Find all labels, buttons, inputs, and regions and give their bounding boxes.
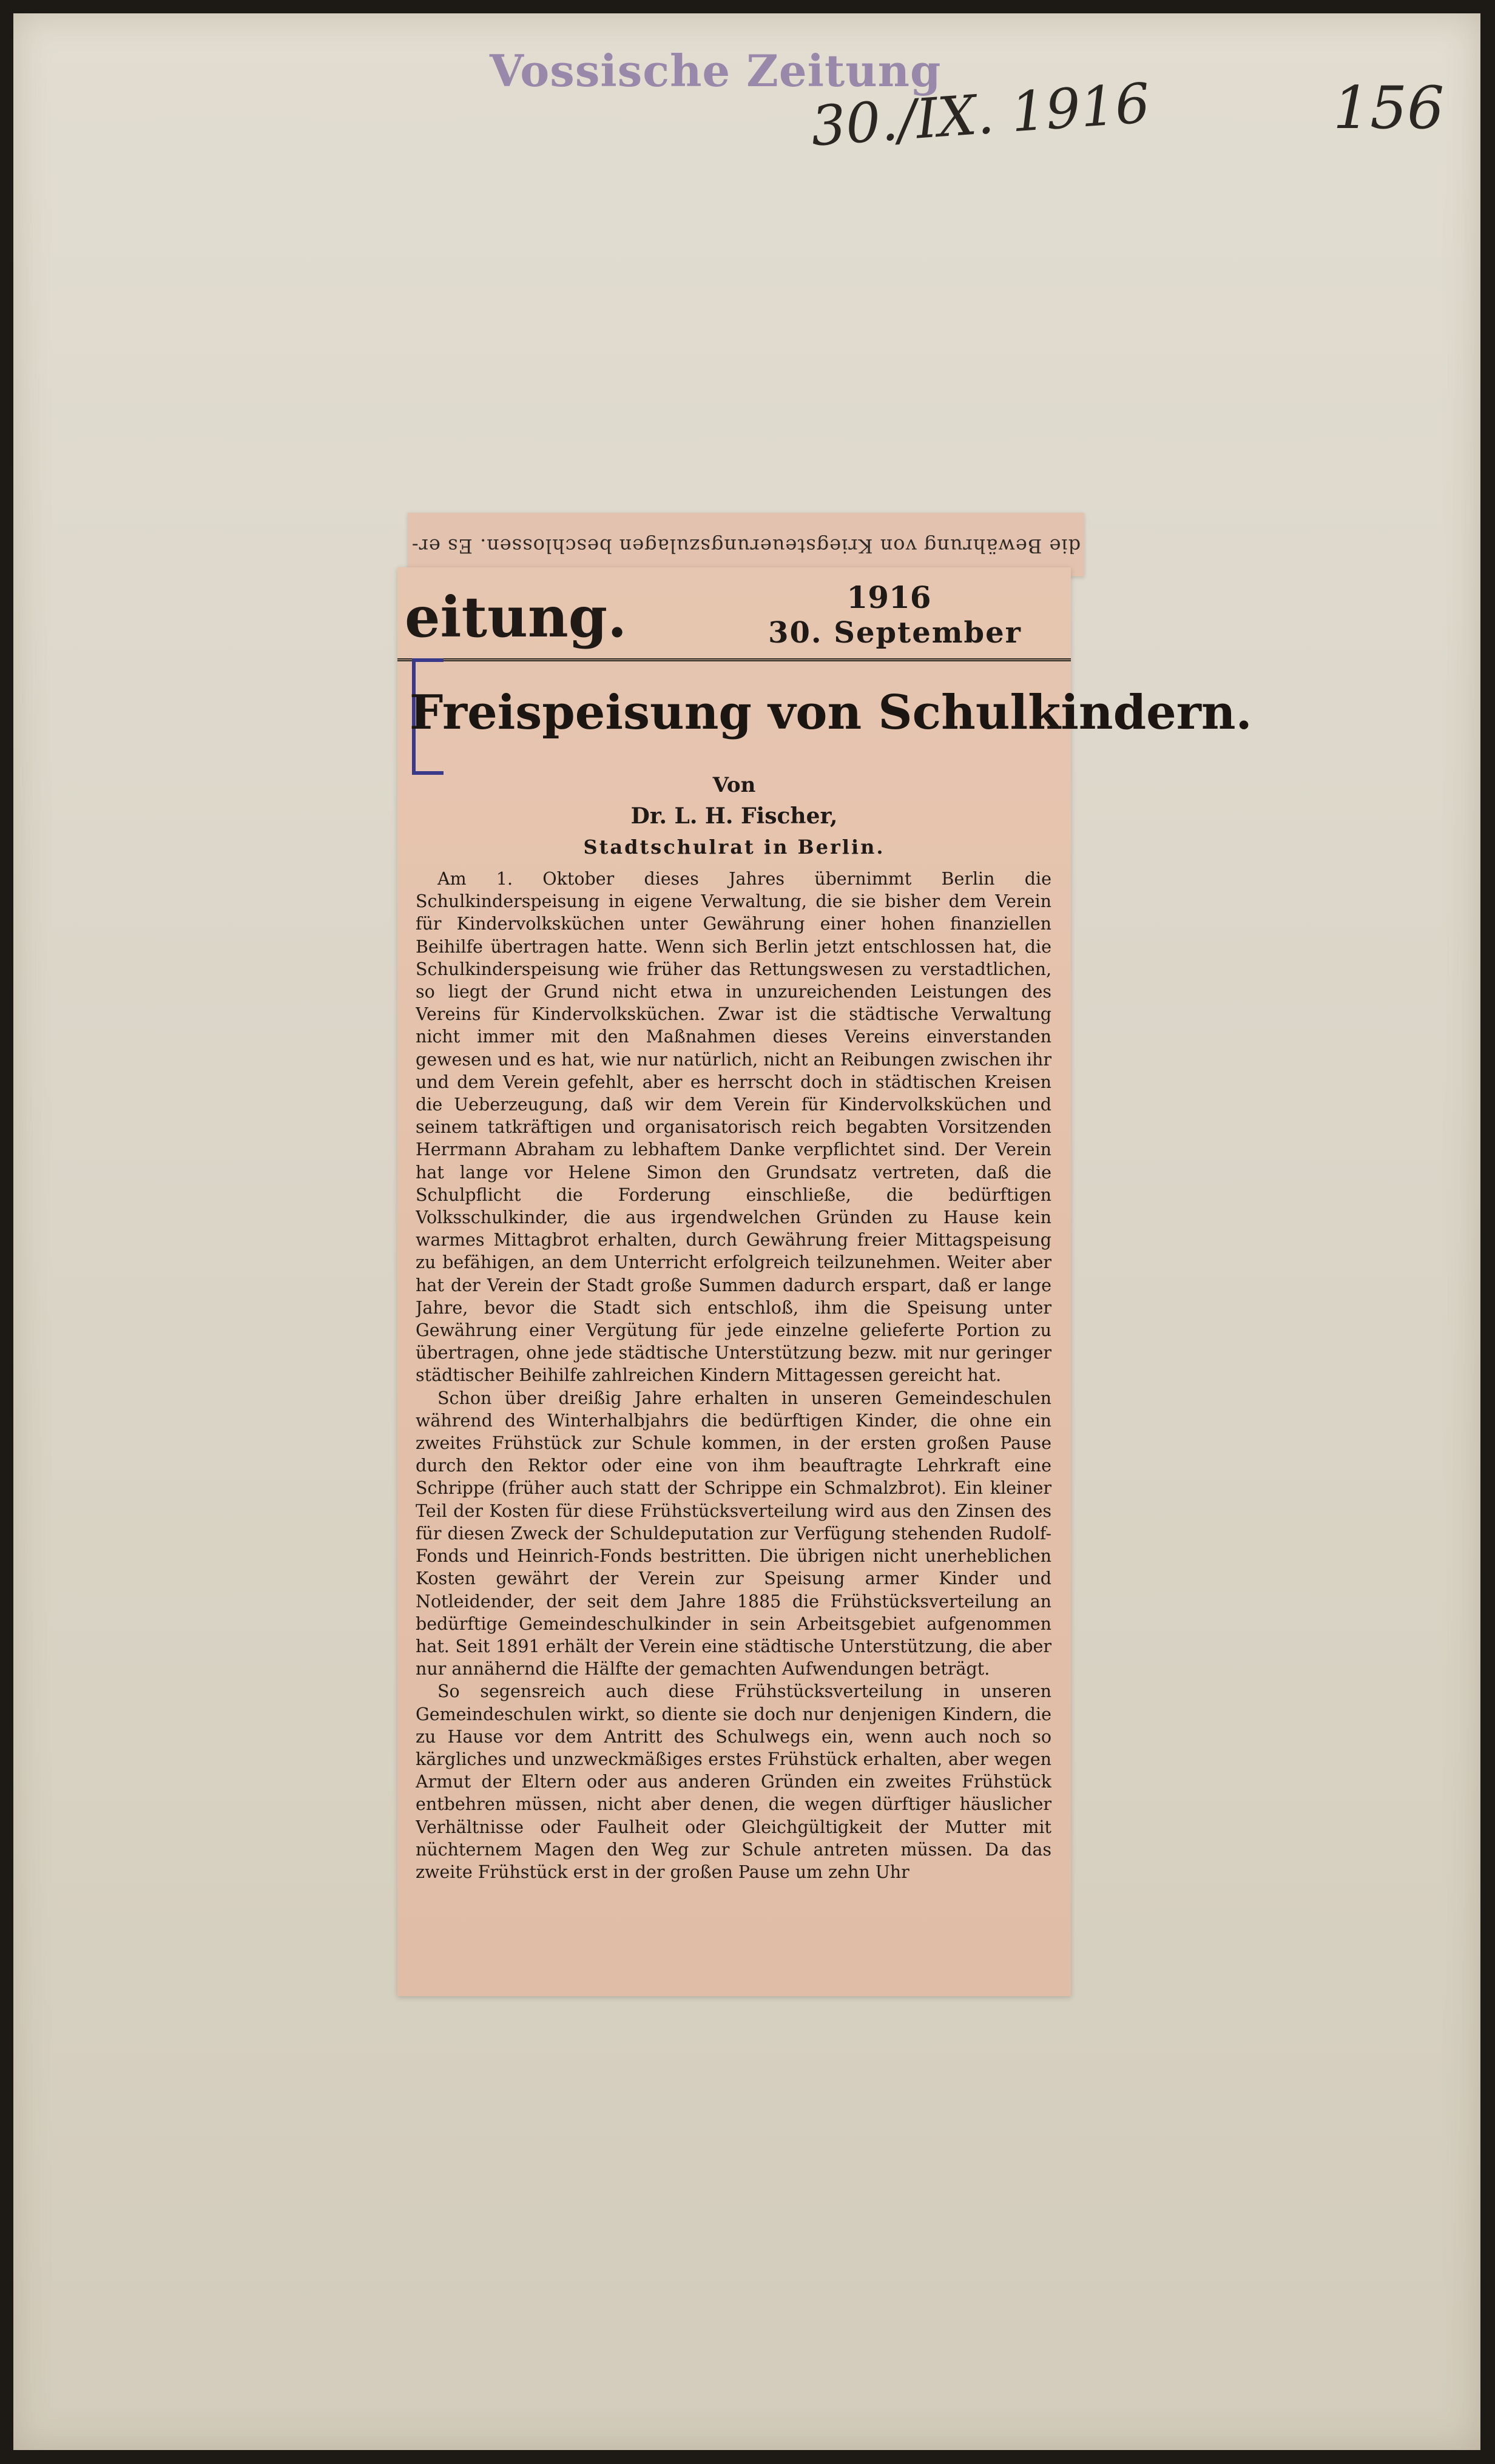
masthead-date: 30. September [768,616,1022,650]
handwritten-page-number: 156 [1333,74,1445,142]
newspaper-clipping [397,567,1252,1996]
newspaper-stamp: Vossische Zeitung [490,45,942,96]
paragraph: Am 1. Oktober dieses Jahres übernimmt Berlin die Schulkinderspeisung in eigene Verwaltung, die sie bisher dem Verein für Kindervolksküchen unter Gewährung einer hohen finanziellen Beihilfe übertragen hatte. Wenn sich Berlin jetzt entschlossen hat, die Schulkinderspeisung wie früher das Rettungswesen zu verstadtlichen, so liegt der Grund nicht etwa in unzureichenden Leistungen des Vereins für Kindervolksküchen. Zwar ist die städtische Verwaltung nicht immer mit den Maßnahmen dieses Vereins einverstanden gewesen und es hat, wie nur natürlich, nicht an Reibungen zwischen ihr und dem Verein gefehlt, aber es herrscht doch in städtischen Kreisen die Ueberzeugung, daß wir dem Verein für Kindervolksküchen und seinem tatkräftigen und organisatorisch reich begabten Vorsitzenden Herrmann Abraham zu lebhaftem Danke verpflichtet sind. Der Verein hat lange vor Helene Simon den Grundsatz vertreten, daß die Schulpflicht die Forderung einschließe, die bedürftigen Volksschulkinder, die aus irgendwelchen Gründen zu Hause kein warmes Mittagbrot erhalten, durch Gewährung freier Mittagspeisung zu befähigen, an dem Unterricht erfolgreich teilzunehmen. Weiter aber hat der Verein der Stadt große Summen dadurch erspart, daß er lange Jahre, bevor die Stadt sich entschloß, ihm die Speisung unter Gewährung einer Vergütung für jede einzelne gelieferte Portion zu übertragen, ohne jede städtische Unterstützung bezw. mit nur geringer städtischer Beihilfe zahlreichen Kindern Mittagessen gereicht hat. [416,869,1051,1386]
paragraph: Schon über dreißig Jahre erhalten in unseren Gemeindeschulen während des Winterhalbjahrs die bedürftigen Kinder, die ohne ein zweites Frühstück zur Schule kommen, in der ersten großen Pause durch den Rektor oder eine von ihm beauftragte Lehrkraft eine Schrippe (früher auch statt der Schrippe ein Schmalzbrot). Ein kleiner Teil der Kosten für diese Frühstücksverteilung wird aus den Zinsen des für diesen Zweck der Schuldeputation zur Verfügung stehenden Rudolf-Fonds und Heinrich-Fonds bestritten. Die übrigen nicht unerheblichen Kosten gewährt der Verein zur Speisung armer Kinder und Notleidender, der seit dem Jahre 1885 die Frühstücksverteilung an bedürftige Gemeindeschulkinder in sein Arbeitsgebiet aufgenommen hat. Seit 1891 erhält der Verein eine städtische Unterstützung, die aber nur annähernd die Hälfte der gemachten Aufwendungen beträgt. [416,1388,1051,1679]
masthead [397,567,1071,661]
author-title: Stadtschulrat in Berlin. [583,835,885,859]
byline-von: Von [712,773,756,797]
handwritten-date: 30./IX. 1916 [809,71,1152,159]
masthead-title: eitung. [405,584,627,650]
masthead-year: 1916 [846,579,931,615]
author-name: Dr. L. H. Fischer, [630,803,838,829]
paragraph: So segensreich auch diese Frühstücksverteilung in unseren Gemeindeschulen wirkt, so diente sie doch nur denjenigen Kindern, die zu Hause vor dem Antritt des Schulwegs ein, wenn auch noch so kärgliches und unzweckmäßiges erstes Frühstück erhalten, aber wegen Armut der Eltern oder aus anderen Gründen ein zweites Frühstück entbehren müssen, nicht aber denen, die wegen dürftiger häuslicher Verhältnisse oder Faulheit oder Gleichgültigkeit der Mutter mit nüchternem Magen den Weg zur Schule antreten müssen. Da das zweite Frühstück erst in der großen Pause um zehn Uhr [416,1681,1051,1882]
article-title: Freispeisung von Schulkindern. [410,685,1252,740]
reverse-side-text: die Bewährung von Kriegsteuerungszulagen beschlossen. Es er- [411,535,1081,558]
article-body [416,868,1051,1984]
